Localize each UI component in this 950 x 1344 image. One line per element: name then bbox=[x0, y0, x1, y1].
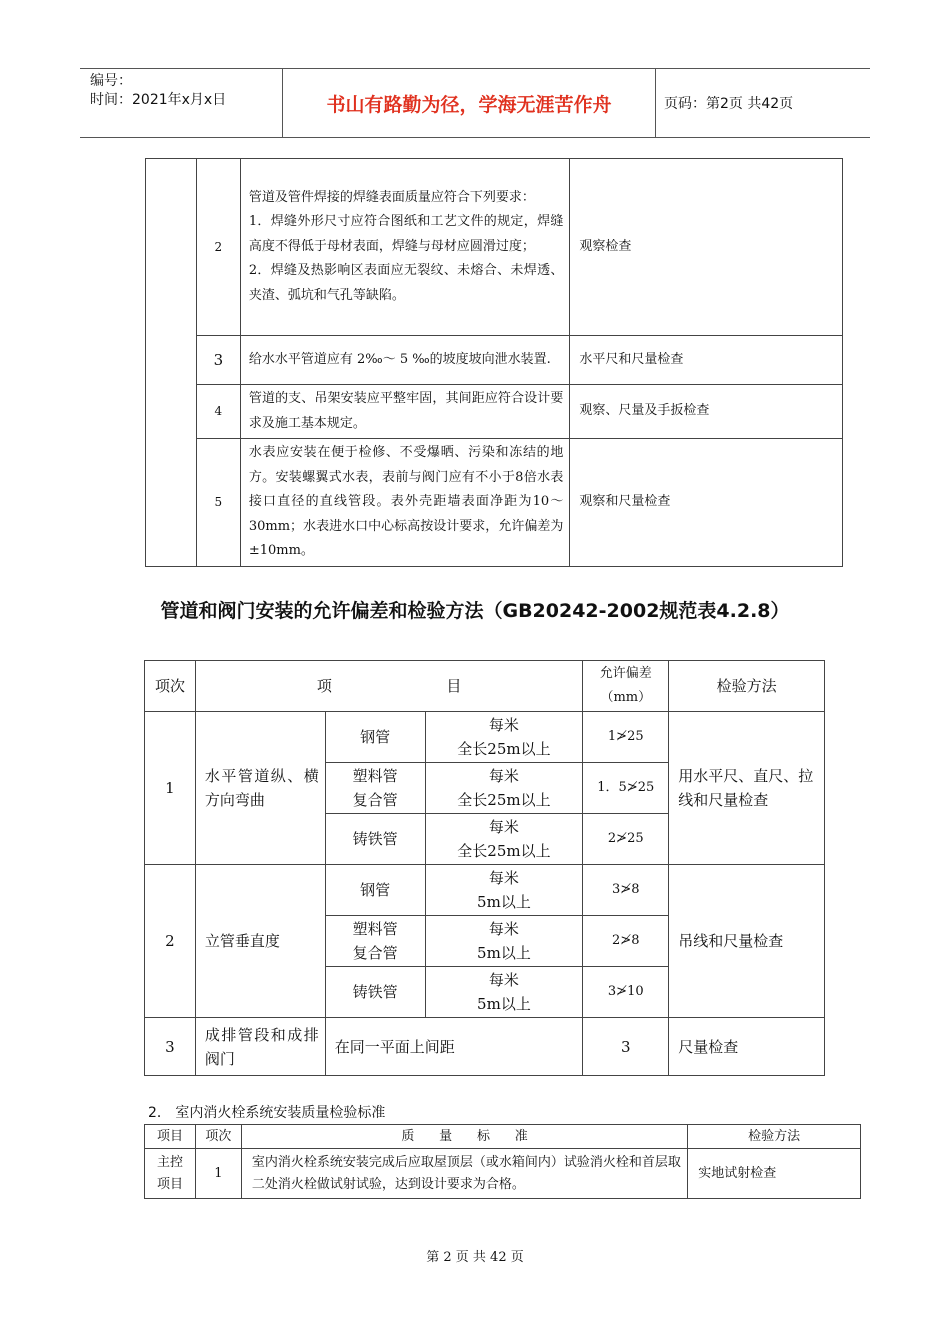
deviation: 3≯8 bbox=[583, 865, 669, 916]
quality-table bbox=[145, 158, 843, 567]
group-name: 水平管道纵、横方向弯曲 bbox=[195, 712, 325, 865]
group-name: 成排管段和成排阀门 bbox=[195, 1018, 325, 1076]
row-item: 主控 项目 bbox=[145, 1149, 196, 1199]
row-text: 给水水平管道应有 2‰～ 5 ‰的坡度坡向泄水装置. bbox=[240, 336, 570, 385]
group-method: 尺量检查 bbox=[669, 1018, 825, 1076]
group-method: 吊线和尺量检查 bbox=[669, 865, 825, 1018]
header-motto: 书山有路勤为径，学海无涯苦作舟 bbox=[282, 69, 656, 137]
range: 每米 5m以上 bbox=[425, 967, 583, 1018]
section-title: 管道和阀门安装的允许偏差和检验方法（GB20242-2002规范表4.2.8） bbox=[160, 600, 790, 622]
table-row bbox=[146, 439, 843, 567]
group-item: 在同一平面上间距 bbox=[325, 1018, 583, 1076]
row-method: 水平尺和尺量检查 bbox=[570, 336, 843, 385]
table-row bbox=[146, 159, 843, 336]
page-footer: 第 2 页 共 42 页 bbox=[426, 1250, 524, 1265]
table-row bbox=[146, 336, 843, 385]
header-method: 检验方法 bbox=[688, 1125, 861, 1149]
category-cell bbox=[146, 159, 197, 567]
pipe-type: 钢管 bbox=[325, 865, 425, 916]
header-method: 检验方法 bbox=[669, 661, 825, 712]
row-method: 实地试射检查 bbox=[688, 1149, 861, 1199]
range: 每米 全长25m以上 bbox=[425, 814, 583, 865]
row-method: 观察检查 bbox=[570, 159, 843, 336]
row-method: 观察和尺量检查 bbox=[570, 439, 843, 567]
header-no: 项次 bbox=[145, 661, 196, 712]
group-number: 2 bbox=[145, 865, 196, 1018]
row-number: 3 bbox=[196, 336, 240, 385]
table-header-row bbox=[145, 661, 825, 712]
table-header-row bbox=[145, 1125, 861, 1149]
range: 每米 全长25m以上 bbox=[425, 763, 583, 814]
pipe-type: 塑料管 复合管 bbox=[325, 916, 425, 967]
time-label: 时间：2021年x月x日 bbox=[90, 92, 227, 108]
row-text: 管道及管件焊接的焊缝表面质量应符合下列要求： 1．焊缝外形尺寸应符合图纸和工艺文件的规定，焊缝高度不得低于母材表面，焊缝与母材应圆滑过度； 2．焊缝及热影响区表面应无裂纹、未熔合、未焊透、夹渣、弧坑和气孔等缺陷。 bbox=[240, 159, 570, 336]
deviation: 3≯10 bbox=[583, 967, 669, 1018]
row-number: 4 bbox=[196, 385, 240, 439]
header-page-label: 页码：第2页 共42页 bbox=[664, 96, 794, 112]
range: 每米 5m以上 bbox=[425, 865, 583, 916]
header-item: 项目 bbox=[145, 1125, 196, 1149]
table-row bbox=[145, 712, 825, 763]
group-method: 用水平尺、直尺、拉线和尺量检查 bbox=[669, 712, 825, 865]
row-number: 2 bbox=[196, 159, 240, 336]
section-subtitle: 2． 室内消火栓系统安装质量检验标准 bbox=[148, 1105, 386, 1121]
row-number: 5 bbox=[196, 439, 240, 567]
pipe-type: 塑料管 复合管 bbox=[325, 763, 425, 814]
range: 每米 5m以上 bbox=[425, 916, 583, 967]
hydrant-table bbox=[144, 1124, 861, 1199]
row-number: 1 bbox=[195, 1149, 241, 1199]
group-number: 3 bbox=[145, 1018, 196, 1076]
deviation: 3 bbox=[583, 1018, 669, 1076]
table-row bbox=[146, 385, 843, 439]
page-header bbox=[80, 68, 870, 138]
deviation: 2≯25 bbox=[583, 814, 669, 865]
group-number: 1 bbox=[145, 712, 196, 865]
range: 每米 全长25m以上 bbox=[425, 712, 583, 763]
row-method: 观察、尺量及手扳检查 bbox=[570, 385, 843, 439]
pipe-type: 铸铁管 bbox=[325, 814, 425, 865]
row-text: 管道的支、吊架安装应平整牢固，其间距应符合设计要求及施工基本规定。 bbox=[240, 385, 570, 439]
pipe-type: 铸铁管 bbox=[325, 967, 425, 1018]
table-row bbox=[145, 865, 825, 916]
header-left bbox=[80, 69, 282, 137]
pipe-type: 钢管 bbox=[325, 712, 425, 763]
deviation: 1≯25 bbox=[583, 712, 669, 763]
header-item: 项 目 bbox=[195, 661, 582, 712]
header-standard: 质 量 标 准 bbox=[241, 1125, 687, 1149]
table-row bbox=[145, 1149, 861, 1199]
group-name: 立管垂直度 bbox=[195, 865, 325, 1018]
deviation: 1．5≯25 bbox=[583, 763, 669, 814]
deviation: 2≯8 bbox=[583, 916, 669, 967]
header-deviation: 允许偏差（mm） bbox=[583, 661, 669, 712]
table-row bbox=[145, 1018, 825, 1076]
deviation-table bbox=[144, 660, 825, 1076]
row-standard: 室内消火栓系统安装完成后应取屋顶层（或水箱间内）试验消火栓和首层取二处消火栓做试射试验，达到设计要求为合格。 bbox=[241, 1149, 687, 1199]
number-label: 编号： bbox=[90, 73, 132, 89]
row-text: 水表应安装在便于检修、不受爆晒、污染和冻结的地方。安装螺翼式水表，表前与阀门应有不小于8倍水表接口直径的直线管段。表外壳距墙表面净距为10～30mm；水表进水口中心标高按设计要求，允许偏差为±10mm。 bbox=[240, 439, 570, 567]
header-no: 项次 bbox=[195, 1125, 241, 1149]
